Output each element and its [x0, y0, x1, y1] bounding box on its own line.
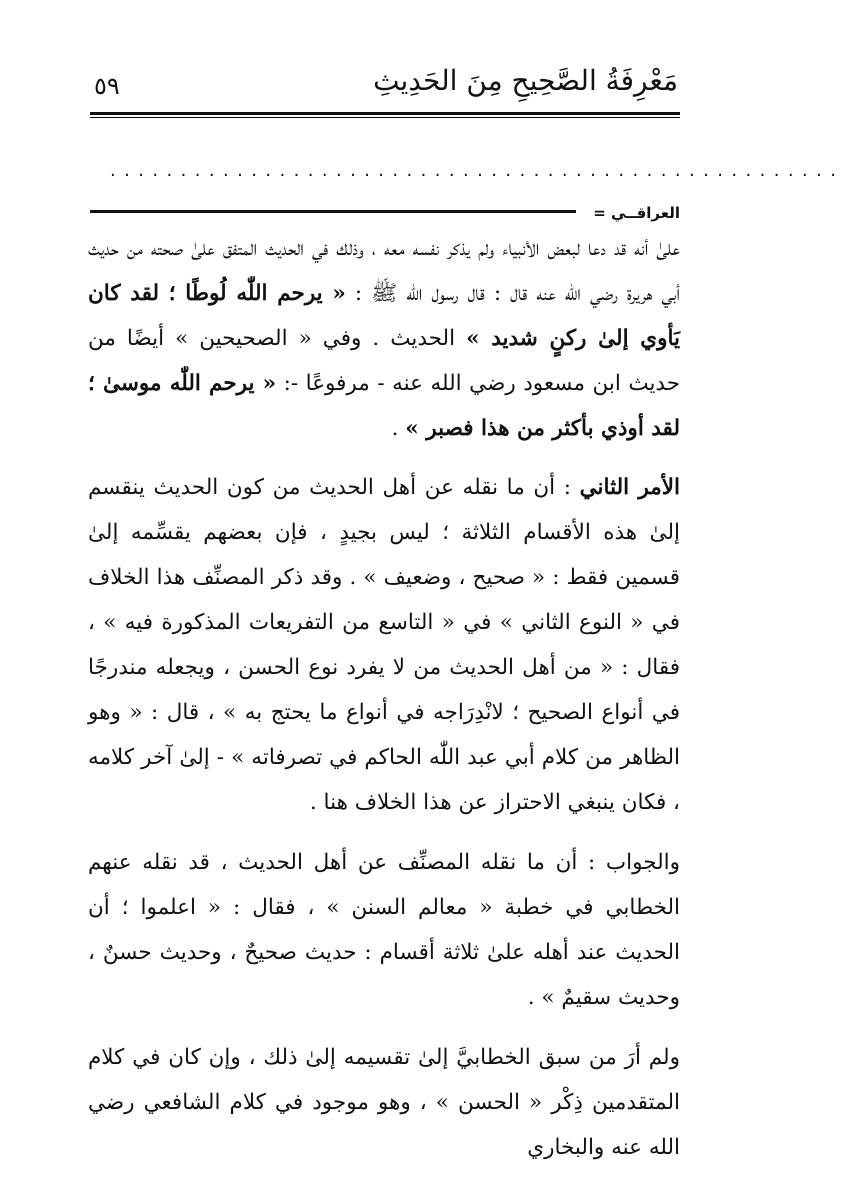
page-number: ٥٩: [94, 72, 120, 100]
header-rule: [90, 112, 680, 118]
paragraph: [88, 1035, 680, 1170]
running-header-title: مَعْرِفَةُ الصَّحِيحِ مِنَ الحَدِيثِ: [373, 64, 678, 97]
text-run: .: [391, 416, 406, 441]
section-rule: [90, 210, 576, 213]
text-run: ولم أرَ من سبق الخطابيَّ إلىٰ تقسيمه إلىٰ ذلك ، وإن كان في كلام المتقدمين ذِكْر « الحسن » ، وهو موجود في كلام الشافعي رضي الله عنه والبخاري: [88, 1045, 680, 1160]
main-text: [88, 226, 680, 1185]
hadith-quote: « يرحم اللّٰه موسىٰ ؛ لقد أوذي بأكثر من هذا فصبر »: [88, 371, 680, 441]
text-run: الحديث . وفي « الصحيحين » أيضًا من حديث ابن مسعود رضي الله عنه - مرفوعًا -:: [88, 326, 680, 396]
paragraph: [88, 840, 680, 1020]
paragraph: [88, 226, 680, 451]
text-run: : أن ما نقله عن أهل الحديث من كون الحديث ينقسم إلىٰ هذه الأقسام الثلاثة ؛ ليس بجيدٍ ، فإن بعضهم يقسِّمه إلىٰ قسمين فقط : « صحيح ، وضعيف » . وقد ذكر المصنِّف هذا الخلاف في « النوع الثاني » في « التاسع من التفريعات المذكورة فيه » ، فقال : « من أهل الحديث من لا يفرد نوع الحسن ، ويجعله مندرجًا في أنواع الصحيح ؛ لانْدِرَاجه في أنواع ما يحتج به » ، قال : « وهو الظاهر من كلام أبي عبد اللّٰه الحاكم في تصرفاته » - إلىٰ آخر كلامه ، فكان ينبغي الاحتراز عن هذا الخلاف هنا .: [88, 475, 680, 815]
text-run: علىٰ أنه قد دعا لبعض الأنبياء ولم يذكر نفسه معه ، وذلك في الحديث المتفق علىٰ صحته من حديث أبي هريرة رضي الله عنه قال : قال رسول اللّٰه ﷺ :: [88, 236, 680, 306]
hadith-quote: « يرحم اللّٰه لُوطًا ؛ لقد كان يَأوي إلىٰ ركنٍ شديد »: [88, 281, 680, 351]
point-heading: الأمر الثاني: [579, 475, 680, 500]
text-run: والجواب : أن ما نقله المصنِّف عن أهل الحديث ، قد نقله عنهم الخطابي في خطبة « معالم السنن » ، فقال : « اعلموا ؛ أن الحديث عند أهله علىٰ ثلاثة أقسام : حديث صحيحٌ ، وحديث حسنٌ ، وحديث سقيمٌ » .: [88, 850, 680, 1010]
ellipsis-dots: ....................................................: [110, 160, 844, 181]
commentator-label: العراقــي =: [593, 204, 680, 222]
paragraph: [88, 465, 680, 825]
